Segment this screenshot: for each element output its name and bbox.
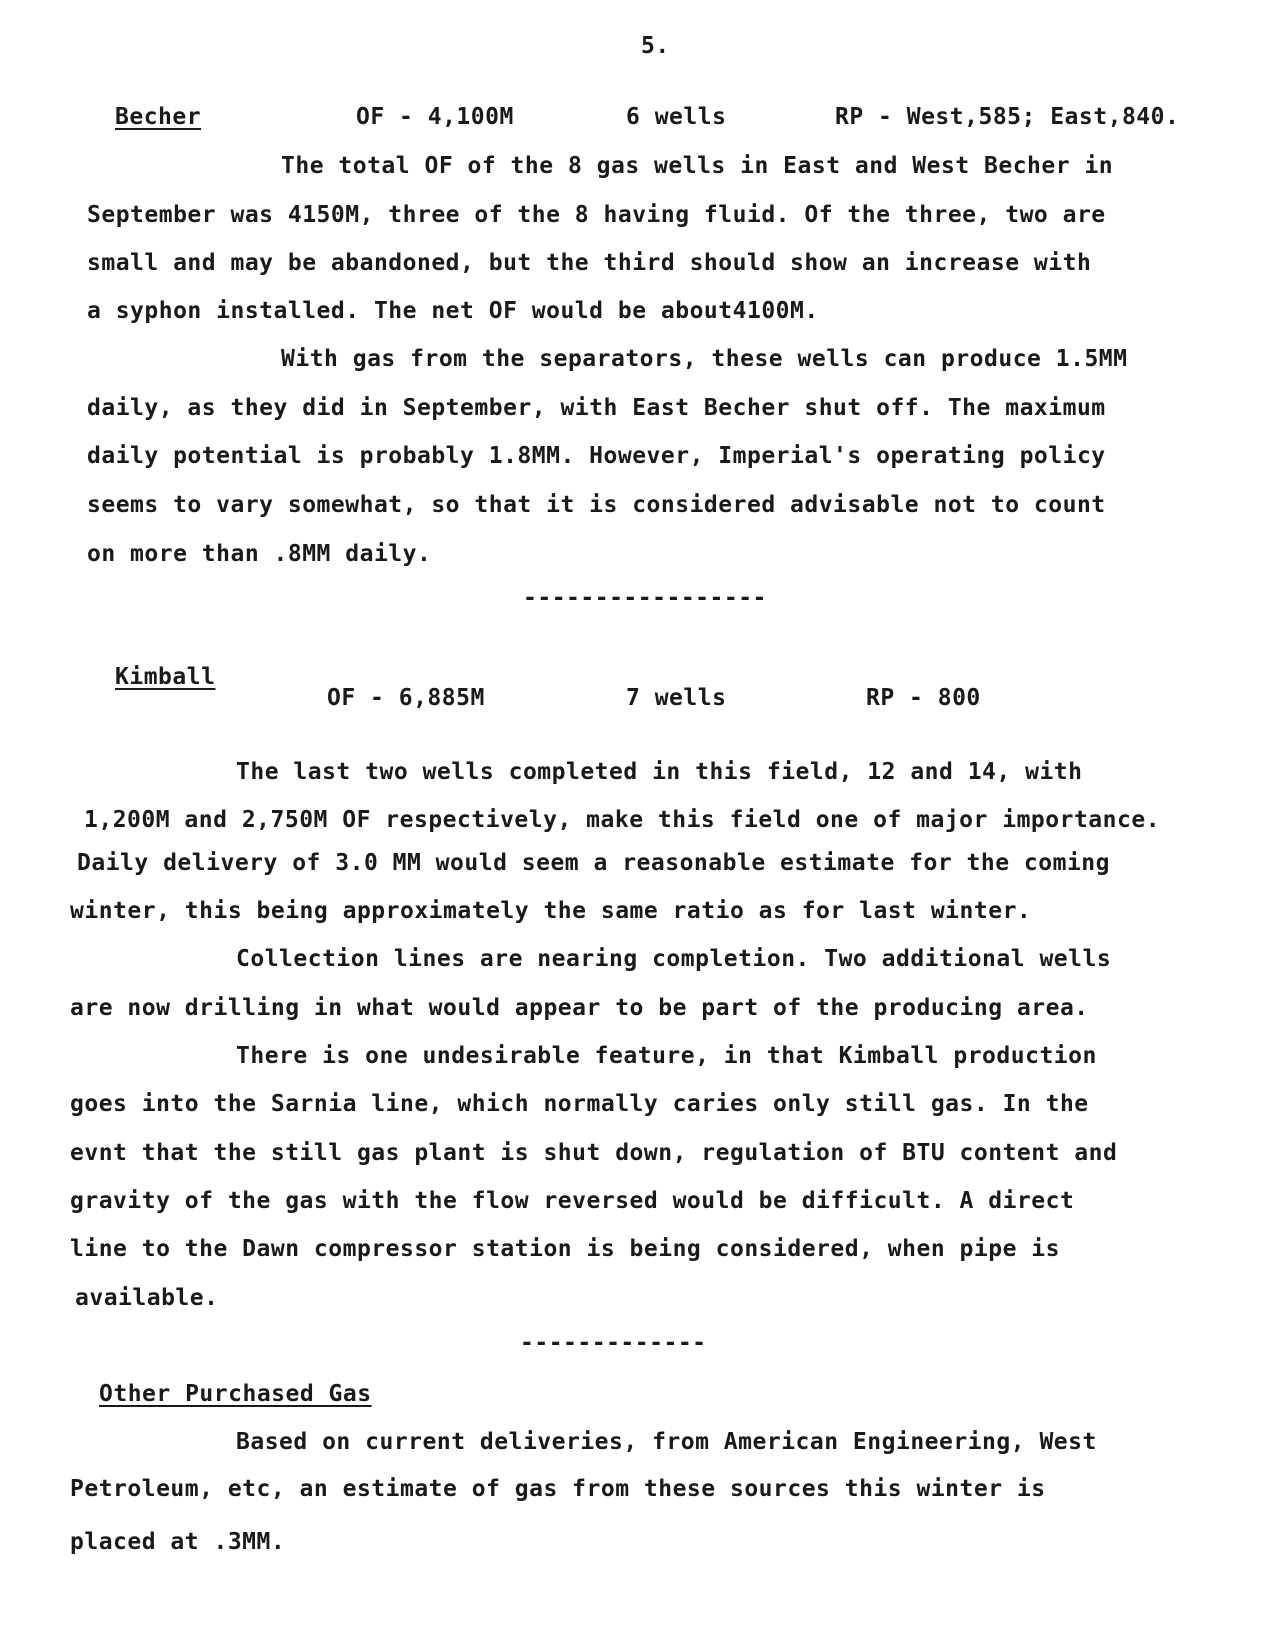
kimball-line: Collection lines are nearing completion. Two additional wells — [236, 946, 1112, 972]
kimball-line: evnt that the still gas plant is shut down, regulation of BTU content and — [70, 1140, 1118, 1166]
kimball-line: line to the Dawn compressor station is being considered, when pipe is — [70, 1236, 1060, 1262]
becher-line: small and may be abandoned, but the third should show an increase with — [87, 250, 1092, 276]
kimball-line: There is one undesirable feature, in that Kimball production — [236, 1043, 1097, 1069]
becher-line: seems to vary somewhat, so that it is considered advisable not to count — [87, 492, 1106, 518]
section-separator: ----------------- — [523, 585, 767, 611]
becher-of: OF - 4,100M — [356, 104, 514, 130]
kimball-line: winter, this being approximately the same ratio as for last winter. — [70, 898, 1032, 924]
other-line: Petroleum, etc, an estimate of gas from these sources this winter is — [70, 1476, 1046, 1502]
kimball-line: are now drilling in what would appear to be part of the producing area. — [70, 995, 1089, 1021]
kimball-line: available. — [75, 1285, 219, 1311]
kimball-heading: Kimball — [115, 664, 216, 690]
becher-line: The total OF of the 8 gas wells in East and West Becher in — [281, 153, 1114, 179]
becher-line: With gas from the separators, these wells can produce 1.5MM — [281, 346, 1128, 372]
other-line: placed at .3MM. — [70, 1529, 286, 1555]
other-line: Based on current deliveries, from American Engineering, West — [236, 1429, 1097, 1455]
kimball-line: goes into the Sarnia line, which normally caries only still gas. In the — [70, 1091, 1089, 1117]
kimball-of: OF - 6,885M — [327, 685, 485, 711]
kimball-rp: RP - 800 — [866, 685, 981, 711]
becher-rp: RP - West,585; East,840. — [835, 104, 1180, 130]
kimball-line: 1,200M and 2,750M OF respectively, make this field one of major importance. — [84, 807, 1161, 833]
becher-line: September was 4150M, three of the 8 having fluid. Of the three, two are — [87, 202, 1106, 228]
kimball-line: Daily delivery of 3.0 MM would seem a reasonable estimate for the coming — [77, 850, 1110, 876]
kimball-wells: 7 wells — [626, 685, 727, 711]
kimball-line: The last two wells completed in this field, 12 and 14, with — [236, 759, 1083, 785]
other-heading: Other Purchased Gas — [99, 1381, 372, 1407]
page-number: 5. — [641, 33, 670, 59]
becher-line: on more than .8MM daily. — [87, 541, 432, 567]
becher-line: daily potential is probably 1.8MM. However, Imperial's operating policy — [87, 443, 1106, 469]
becher-line: daily, as they did in September, with East Becher shut off. The maximum — [87, 395, 1106, 421]
section-separator: ------------- — [520, 1330, 707, 1356]
becher-line: a syphon installed. The net OF would be about4100M. — [87, 298, 819, 324]
kimball-line: gravity of the gas with the flow reversed would be difficult. A direct — [70, 1188, 1075, 1214]
becher-heading: Becher — [115, 104, 202, 130]
becher-wells: 6 wells — [626, 104, 727, 130]
